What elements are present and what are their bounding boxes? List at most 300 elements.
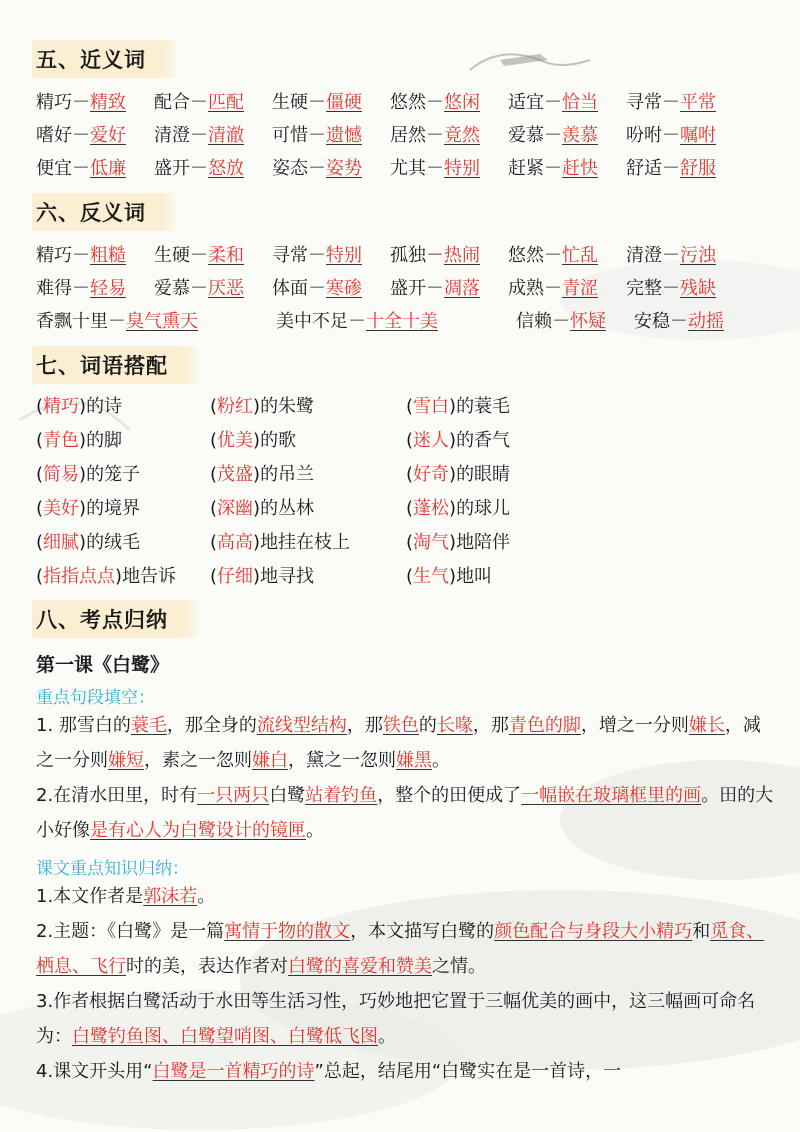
synonym-pair [508, 88, 626, 114]
synonym-answer: 怒放 [208, 157, 244, 179]
synonym-word: 清澄 [154, 124, 190, 146]
collocation-text: 的眼睛 [456, 464, 511, 485]
collocation-answer: 好奇 [413, 464, 450, 485]
synonym-answer: 特别 [444, 157, 480, 179]
collocations-list [36, 388, 776, 592]
synonym-word: 寻常 [626, 91, 662, 113]
text-segment: ，本文描写白鹭的 [350, 921, 495, 942]
paragraph-6 [36, 1054, 776, 1089]
dash: － [190, 124, 208, 146]
synonym-answer: 舒服 [680, 157, 716, 179]
paragraph-5 [36, 984, 776, 1054]
collocation-text: 的丛林 [260, 498, 315, 519]
collocation-answer: 生气 [413, 566, 450, 587]
synonym-pair [390, 121, 508, 147]
paren: ) [449, 464, 457, 485]
text-segment: ，那 [346, 715, 383, 736]
paren: ) [449, 532, 457, 553]
antonym-pair [154, 274, 272, 300]
answer-blank: 嫌长 [688, 715, 725, 736]
collocations-heading: 七、词语搭配 [32, 346, 184, 384]
text-segment: 。 [197, 886, 216, 907]
antonym-answer: 忙乱 [562, 244, 598, 266]
answer-blank: 铁色 [382, 715, 419, 736]
synonym-word: 生硬 [272, 91, 308, 113]
collocation-text: 地陪伴 [456, 532, 511, 553]
antonym-pair [626, 274, 744, 300]
collocation-item [36, 392, 210, 418]
text-segment: ”总起，结尾用“白鹭实在是一首诗，一 [314, 1061, 622, 1082]
antonym-pair [390, 274, 508, 300]
collocation-text: 的绒毛 [86, 532, 141, 553]
collocation-answer: 优美 [217, 430, 254, 451]
answer-blank: 白鹭是一首精巧的诗 [152, 1061, 315, 1082]
synonym-word: 悠然 [390, 91, 426, 113]
antonym-pair [634, 307, 752, 333]
synonym-pair [272, 154, 390, 180]
synonym-answer: 羡慕 [562, 124, 598, 146]
dash: － [544, 244, 562, 266]
dash: － [190, 277, 208, 299]
text-segment: 的 [418, 715, 437, 736]
collocation-item [210, 460, 406, 486]
dash: － [552, 310, 570, 332]
collocation-answer: 指指点点 [43, 566, 116, 587]
paren: ( [210, 396, 218, 417]
synonym-word: 嗜好 [36, 124, 72, 146]
synonym-pair [154, 88, 272, 114]
answer-blank: 一只两只 [197, 785, 270, 806]
collocation-item [406, 528, 606, 554]
antonym-answer: 寒碜 [326, 277, 362, 299]
collocation-answer: 细腻 [43, 532, 80, 553]
collocation-text: 的笼子 [86, 464, 141, 485]
key-knowledge-label: 课文重点知识归纳： [36, 859, 189, 879]
text-segment: 。 [378, 1026, 396, 1047]
dash: － [544, 277, 562, 299]
collocation-row [36, 388, 776, 422]
antonym-pair [390, 241, 508, 267]
antonym-pair [626, 241, 744, 267]
answer-blank: 嫌短 [108, 750, 144, 771]
collocation-answer: 高高 [217, 532, 254, 553]
text-segment: 和 [692, 921, 711, 942]
collocation-item [210, 392, 406, 418]
collocation-text: 的脚 [86, 430, 123, 451]
synonym-answer: 清澈 [208, 124, 244, 146]
collocation-answer: 美好 [43, 498, 80, 519]
text-segment: ，增之一分则 [580, 715, 689, 736]
paren: ( [406, 498, 414, 519]
synonym-word: 爱慕 [508, 124, 544, 146]
dash: － [426, 244, 444, 266]
paren: ) [79, 396, 87, 417]
paren: ( [210, 566, 218, 587]
synonyms-heading: 五、近义词 [32, 40, 162, 78]
dash: － [72, 157, 90, 179]
dash: － [544, 157, 562, 179]
lesson-title: 第一课《白鹭》 [36, 654, 170, 676]
antonym-word: 盛开 [390, 277, 426, 299]
collocation-text: 的香气 [456, 430, 511, 451]
collocation-item [406, 562, 606, 588]
answer-blank: 蓑毛 [130, 715, 167, 736]
text-segment: ，那全身的 [166, 715, 257, 736]
synonym-answer: 恰当 [562, 91, 598, 113]
antonym-word: 香飘十里 [36, 310, 108, 332]
dash: － [544, 91, 562, 113]
synonym-word: 尤其 [390, 157, 426, 179]
collocation-item [210, 562, 406, 588]
answer-blank: 寓情于物的散文 [224, 921, 351, 942]
synonym-word: 赶紧 [508, 157, 544, 179]
text-segment: 。田的大小好像 [36, 785, 774, 841]
paren: ( [36, 430, 44, 451]
collocation-text: 地寻找 [260, 566, 315, 587]
collocation-text: 地告诉 [122, 566, 177, 587]
paren: ( [210, 498, 218, 519]
synonym-word: 姿态 [272, 157, 308, 179]
dash: － [308, 277, 326, 299]
antonym-pair [508, 241, 626, 267]
collocation-text: 地叫 [456, 566, 493, 587]
synonym-answer: 悠闲 [444, 91, 480, 113]
dash: － [348, 310, 366, 332]
synonym-answer: 平常 [680, 91, 716, 113]
text-segment: 1.本文作者是 [36, 886, 144, 907]
paren: ) [115, 566, 123, 587]
antonym-word: 寻常 [272, 244, 308, 266]
dash: － [308, 244, 326, 266]
text-segment: ，减之一分则 [36, 715, 761, 771]
dash: － [662, 91, 680, 113]
antonym-word: 爱慕 [154, 277, 190, 299]
collocation-item [36, 494, 210, 520]
synonym-word: 吩咐 [626, 124, 662, 146]
dash: － [108, 310, 126, 332]
synonym-word: 精巧 [36, 91, 72, 113]
synonym-pair [36, 121, 154, 147]
paren: ( [36, 532, 44, 553]
synonym-row [36, 84, 776, 117]
antonyms-list [36, 237, 776, 336]
antonym-answer: 臭气熏天 [126, 310, 198, 332]
synonym-word: 配合 [154, 91, 190, 113]
antonym-pair [36, 241, 154, 267]
dash: － [662, 124, 680, 146]
paragraph-2 [36, 778, 776, 848]
synonym-pair [508, 154, 626, 180]
paren: ) [79, 498, 87, 519]
answer-blank: 流线型结构 [256, 715, 347, 736]
collocation-row [36, 490, 776, 524]
paren: ( [36, 464, 44, 485]
synonym-answer: 僵硬 [326, 91, 362, 113]
synonym-pair [154, 154, 272, 180]
collocation-item [36, 426, 210, 452]
paren: ) [253, 532, 261, 553]
antonym-pair [272, 274, 390, 300]
text-segment: 。 [432, 750, 450, 771]
paren: ( [406, 532, 414, 553]
paren: ( [210, 464, 218, 485]
synonym-pair [272, 88, 390, 114]
antonym-word: 体面 [272, 277, 308, 299]
dash: － [426, 277, 444, 299]
collocation-text: 的球儿 [456, 498, 511, 519]
antonyms-heading: 六、反义词 [32, 193, 162, 231]
paren: ) [79, 532, 87, 553]
synonym-answer: 姿势 [326, 157, 362, 179]
antonym-pair [508, 274, 626, 300]
collocation-answer: 雪白 [413, 396, 450, 417]
collocation-item [36, 460, 210, 486]
antonym-word: 精巧 [36, 244, 72, 266]
antonym-answer: 残缺 [680, 277, 716, 299]
synonym-word: 可惜 [272, 124, 308, 146]
antonym-answer: 轻易 [90, 277, 126, 299]
answer-blank: 青色的脚 [508, 715, 581, 736]
paren: ) [253, 396, 261, 417]
collocation-text: 的歌 [260, 430, 297, 451]
synonym-pair [154, 121, 272, 147]
dash: － [308, 91, 326, 113]
collocation-item [406, 392, 606, 418]
text-segment: ，那 [472, 715, 509, 736]
antonym-word: 信赖 [516, 310, 552, 332]
dash: － [662, 277, 680, 299]
synonym-pair [626, 154, 744, 180]
synonym-pair [272, 121, 390, 147]
answer-blank: 白鹭的喜爱和赞美 [288, 956, 432, 977]
collocation-answer: 简易 [43, 464, 80, 485]
antonym-word: 悠然 [508, 244, 544, 266]
collocation-answer: 迷人 [413, 430, 450, 451]
summary-heading: 八、考点归纳 [32, 600, 184, 638]
collocation-text: 的蓑毛 [456, 396, 511, 417]
paren: ( [36, 396, 44, 417]
synonyms-list [36, 84, 776, 183]
collocation-item [406, 460, 606, 486]
collocation-item [36, 562, 210, 588]
collocation-answer: 淘气 [413, 532, 450, 553]
paren: ) [449, 498, 457, 519]
antonym-answer: 厌恶 [208, 277, 244, 299]
antonym-word: 孤独 [390, 244, 426, 266]
collocation-answer: 粉红 [217, 396, 254, 417]
antonym-pair [36, 307, 276, 333]
collocation-item [406, 426, 606, 452]
synonym-answer: 精致 [90, 91, 126, 113]
antonym-pair [276, 307, 516, 333]
text-segment: 2.主题：《白鹭》是一篇 [36, 921, 225, 942]
antonym-word: 完整 [626, 277, 662, 299]
answer-blank: 是有心人为白鹭设计的镜匣 [90, 820, 306, 841]
collocation-text: 的诗 [86, 396, 123, 417]
antonym-row [36, 270, 776, 303]
antonym-answer: 动摇 [688, 310, 724, 332]
paren: ) [79, 464, 87, 485]
dash: － [190, 157, 208, 179]
antonym-word: 清澄 [626, 244, 662, 266]
collocation-text: 地挂在枝上 [260, 532, 351, 553]
synonym-answer: 爱好 [90, 124, 126, 146]
synonym-row [36, 117, 776, 150]
antonym-pair [272, 241, 390, 267]
synonym-pair [36, 88, 154, 114]
antonym-answer: 青涩 [562, 277, 598, 299]
paragraph-3 [36, 879, 776, 914]
answer-blank: 站着钓鱼 [305, 785, 378, 806]
synonym-answer: 匹配 [208, 91, 244, 113]
dash: － [72, 124, 90, 146]
text-segment: 4.课文开头用“ [36, 1061, 153, 1082]
text-segment: 白鹭 [269, 785, 306, 806]
dash: － [426, 124, 444, 146]
answer-blank: 白鹭钓鱼图、白鹭望哨图、白鹭低飞图 [72, 1026, 378, 1047]
synonym-word: 适宜 [508, 91, 544, 113]
antonym-answer: 污浊 [680, 244, 716, 266]
paren: ( [210, 430, 218, 451]
paren: ( [210, 532, 218, 553]
paren: ) [449, 566, 457, 587]
key-sentences-label: 重点句段填空： [36, 688, 155, 708]
text-segment: ，整个的田便成了 [377, 785, 522, 806]
answer-blank: 郭沫若 [143, 886, 198, 907]
paragraph-4 [36, 914, 776, 984]
dash: － [670, 310, 688, 332]
dash: － [426, 157, 444, 179]
antonym-word: 难得 [36, 277, 72, 299]
collocation-item [210, 426, 406, 452]
paren: ) [449, 396, 457, 417]
dash: － [662, 244, 680, 266]
antonym-answer: 粗糙 [90, 244, 126, 266]
text-segment: 之情。 [432, 956, 486, 977]
antonym-answer: 特别 [326, 244, 362, 266]
antonym-answer: 怀疑 [570, 310, 606, 332]
antonym-pair [154, 241, 272, 267]
paren: ) [253, 430, 261, 451]
dash: － [662, 157, 680, 179]
answer-blank: 嫌白 [252, 750, 288, 771]
synonym-answer: 嘱咐 [680, 124, 716, 146]
dash: － [72, 244, 90, 266]
text-segment: 时的美，表达作者对 [126, 956, 288, 977]
text-segment: 1. 那雪白的 [36, 715, 131, 736]
antonym-answer: 凋落 [444, 277, 480, 299]
synonym-word: 便宜 [36, 157, 72, 179]
answer-blank: 长喙 [436, 715, 473, 736]
antonym-pair [36, 274, 154, 300]
answer-blank: 颜色配合与身段大小精巧 [494, 921, 693, 942]
text-segment: 。 [306, 820, 324, 841]
collocation-item [210, 528, 406, 554]
collocation-answer: 蓬松 [413, 498, 450, 519]
antonym-row [36, 303, 776, 336]
paren: ( [406, 566, 414, 587]
dash: － [72, 277, 90, 299]
text-segment: 2.在清水田里，时有 [36, 785, 198, 806]
paren: ) [253, 498, 261, 519]
collocation-text: 的境界 [86, 498, 141, 519]
dash: － [72, 91, 90, 113]
text-segment: 3.作者根据白鹭活动于水田等生活习性，巧妙地把它置于三幅优美的画中，这三幅画可命名为： [36, 991, 756, 1047]
collocation-item [210, 494, 406, 520]
antonym-answer: 十全十美 [366, 310, 438, 332]
collocation-row [36, 422, 776, 456]
paren: ( [406, 430, 414, 451]
synonym-pair [626, 121, 744, 147]
paren: ) [253, 566, 261, 587]
dash: － [308, 157, 326, 179]
collocation-answer: 茂盛 [217, 464, 254, 485]
synonym-pair [36, 154, 154, 180]
antonym-answer: 柔和 [208, 244, 244, 266]
collocation-answer: 深幽 [217, 498, 254, 519]
collocation-answer: 精巧 [43, 396, 80, 417]
answer-blank: 觅食、栖息、飞行 [36, 921, 765, 977]
synonym-answer: 遗憾 [326, 124, 362, 146]
synonym-answer: 赶快 [562, 157, 598, 179]
collocation-row [36, 524, 776, 558]
antonym-word: 安稳 [634, 310, 670, 332]
paren: ( [406, 396, 414, 417]
synonym-word: 居然 [390, 124, 426, 146]
dash: － [308, 124, 326, 146]
dash: － [426, 91, 444, 113]
synonym-pair [626, 88, 744, 114]
collocation-text: 的吊兰 [260, 464, 315, 485]
answer-blank: 一幅嵌在玻璃框里的画 [521, 785, 702, 806]
collocation-row [36, 558, 776, 592]
paren: ) [253, 464, 261, 485]
paren: ( [36, 566, 44, 587]
text-segment: ，素之一忽则 [144, 750, 252, 771]
paren: ( [406, 464, 414, 485]
collocation-row [36, 456, 776, 490]
synonym-word: 舒适 [626, 157, 662, 179]
synonym-row [36, 150, 776, 183]
antonym-answer: 热闹 [444, 244, 480, 266]
dash: － [190, 244, 208, 266]
dash: － [190, 91, 208, 113]
antonym-word: 成熟 [508, 277, 544, 299]
antonym-row [36, 237, 776, 270]
antonym-word: 生硬 [154, 244, 190, 266]
antonym-word: 美中不足 [276, 310, 348, 332]
answer-blank: 嫌黑 [396, 750, 432, 771]
paren: ( [36, 498, 44, 519]
synonym-pair [390, 88, 508, 114]
paren: ) [449, 430, 457, 451]
text-segment: ，黛之一忽则 [288, 750, 396, 771]
dash: － [544, 124, 562, 146]
paren: ) [79, 430, 87, 451]
synonym-pair [508, 121, 626, 147]
synonym-answer: 竟然 [444, 124, 480, 146]
collocation-item [406, 494, 606, 520]
collocation-answer: 青色 [43, 430, 80, 451]
antonym-pair [516, 307, 634, 333]
collocation-text: 的朱鹭 [260, 396, 315, 417]
paragraph-1 [36, 708, 776, 778]
synonym-pair [390, 154, 508, 180]
collocation-item [36, 528, 210, 554]
collocation-answer: 仔细 [217, 566, 254, 587]
synonym-answer: 低廉 [90, 157, 126, 179]
synonym-word: 盛开 [154, 157, 190, 179]
